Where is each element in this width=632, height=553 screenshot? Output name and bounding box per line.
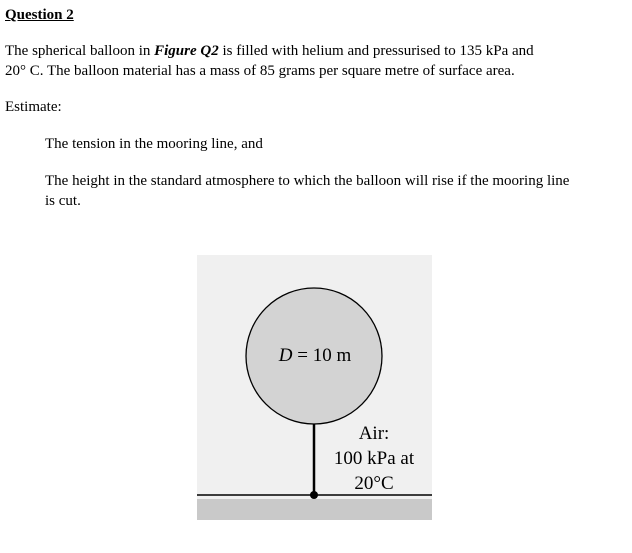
air-temperature: 20°C	[354, 473, 394, 494]
task-height-line-1: The height in the standard atmosphere to which the balloon will rise if the mooring line	[45, 173, 570, 189]
question-heading: Question 2	[5, 7, 74, 23]
ground-band	[197, 499, 432, 520]
figure-reference: Figure Q2	[154, 43, 219, 59]
problem-statement-line-1	[5, 41, 534, 61]
diameter-label	[245, 344, 385, 368]
task-height-line-2: is cut.	[45, 193, 81, 209]
air-pressure: 100 kPa at	[333, 448, 415, 469]
figure-q2	[197, 255, 432, 520]
statement-prefix: The spherical balloon in	[5, 43, 155, 59]
air-label: Air:	[358, 423, 390, 444]
problem-statement-line-2: 20° C. The balloon material has a mass of 85 grams per square metre of surface area.	[5, 63, 515, 79]
air-conditions-label	[323, 421, 425, 496]
diameter-value: = 10 m	[292, 345, 352, 366]
statement-suffix: is filled with helium and pressurised to 135 kPa and	[218, 43, 534, 59]
estimate-label: Estimate:	[5, 99, 62, 115]
anchor-point	[310, 491, 318, 499]
task-tension: The tension in the mooring line, and	[45, 136, 263, 152]
diameter-variable: D	[278, 345, 293, 366]
